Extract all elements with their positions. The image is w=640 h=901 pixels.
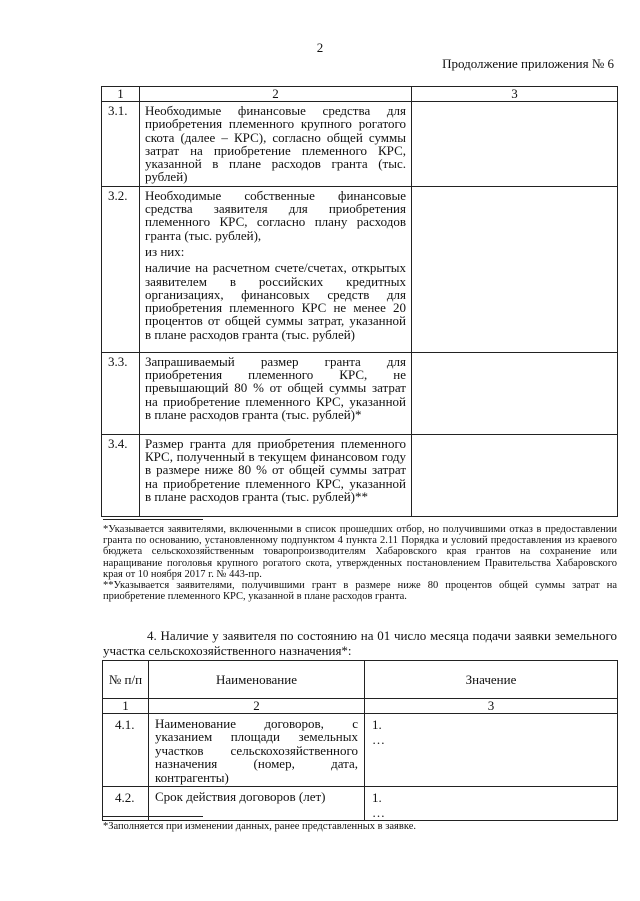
table-header-row: [103, 661, 618, 699]
row-name: Наименование договоров, с указанием площади земельных участков сельскохозяйственного назначения (номер, дата, контрагенты): [149, 714, 365, 787]
column-index-3: 3: [365, 699, 618, 714]
table-row: [103, 714, 618, 787]
continuation-label: Продолжение приложения № 6: [442, 56, 614, 71]
row-number: 3.3.: [102, 352, 140, 434]
column-index-2: 2: [140, 87, 412, 102]
value-line: …: [372, 805, 385, 821]
row-number: 4.2.: [103, 787, 149, 821]
bottom-footnote: [103, 816, 617, 833]
footnote-1: *Указывается заявителями, включенными в список прошедших отбор, но получившими отказ в предоставлении гранта по основанию, установленному подпунктом 4 пункта 2.11 Порядка и условий предоставления из краевого бюджета сельскохозяйственным товаропроизводителям Хабаровского края грантов на сохранение или наращивание поголовья крупного рогатого скота, утвержденных постановлением Правительства Хабаровского края от 10 ноября 2017 г. № 443-пр.: [103, 524, 617, 580]
row-description: [140, 434, 412, 516]
table-index-row: [103, 699, 618, 714]
section-4-heading: 4. Наличие у заявителя по состоянию на 01 число месяца подачи заявки земельного участка сельскохозяйственного назначения*:: [103, 628, 617, 658]
footnote-text: *Заполняется при изменении данных, ранее представленных в заявке.: [103, 821, 416, 832]
value-line: …: [372, 732, 385, 747]
footnote-2: **Указывается заявителями, получившими грант в размере ниже 80 процентов общей суммы затрат на приобретение племенного КРС, указанной в плане расходов гранта.: [103, 580, 617, 603]
column-index-2: 2: [149, 699, 365, 714]
footnotes: [103, 519, 617, 602]
row-text: Запрашиваемый размер гранта для приобретения племенного КРС, не превышающий 80 % от общей суммы затрат на приобретение племенного КРС, указанной в плане расходов гранта (тыс. рублей)*: [145, 353, 406, 422]
column-index-1: 1: [102, 87, 140, 102]
table-row: [102, 434, 618, 516]
table-row: [102, 102, 618, 187]
footnote-divider: [103, 816, 203, 817]
value-cell: [365, 714, 618, 787]
value-cell: [412, 186, 618, 352]
value-cell: [412, 434, 618, 516]
row-text: из них:: [145, 243, 185, 259]
header-name: Наименование: [149, 661, 365, 699]
footnote-divider: [103, 519, 203, 520]
value-cell: [412, 352, 618, 434]
table-row: [102, 186, 618, 352]
land-plot-table: [102, 660, 618, 821]
column-index-3: 3: [412, 87, 618, 102]
value-line: 1.: [372, 717, 382, 732]
table-row: [102, 352, 618, 434]
row-text: Необходимые собственные финансовые средства заявителя для приобретения племенного КРС, согласно плану расходов гранта (тыс. рублей),: [145, 187, 406, 243]
row-description: [140, 186, 412, 352]
row-text: Необходимые финансовые средства для приобретения племенного крупного рогатого скота (далее – КРС), согласно общей суммы затрат на приобретение племенного КРС, указанной в плане расходов гранта (тыс. рублей): [145, 103, 406, 185]
header-number: № п/п: [103, 661, 149, 699]
table-header-row: [102, 87, 618, 102]
value-line: 1.: [372, 790, 382, 806]
grant-funds-table: [101, 86, 618, 517]
row-description: [140, 352, 412, 434]
column-index-1: 1: [103, 699, 149, 714]
row-description: [140, 102, 412, 187]
row-number: 3.4.: [102, 434, 140, 516]
row-text: наличие на расчетном счете/счетах, открытых заявителем в российских кредитных организациях, финансовых средств для приобретения племенного КРС не менее 20 процентов от общей суммы затрат, указанной в плане расходов гранта (тыс. рублей): [145, 260, 406, 342]
page-number: 2: [316, 40, 324, 55]
row-name: Срок действия договоров (лет): [149, 787, 365, 821]
value-cell: [412, 102, 618, 187]
row-number: 3.1.: [102, 102, 140, 187]
row-number: 4.1.: [103, 714, 149, 787]
row-text: Размер гранта для приобретения племенного КРС, полученный в текущем финансовом году в размере ниже 80 % от общей суммы затрат на приобретение племенного КРС, указанной в плане расходов гранта (тыс. рублей)**: [145, 435, 406, 504]
header-value: Значение: [365, 661, 618, 699]
row-number: 3.2.: [102, 186, 140, 352]
